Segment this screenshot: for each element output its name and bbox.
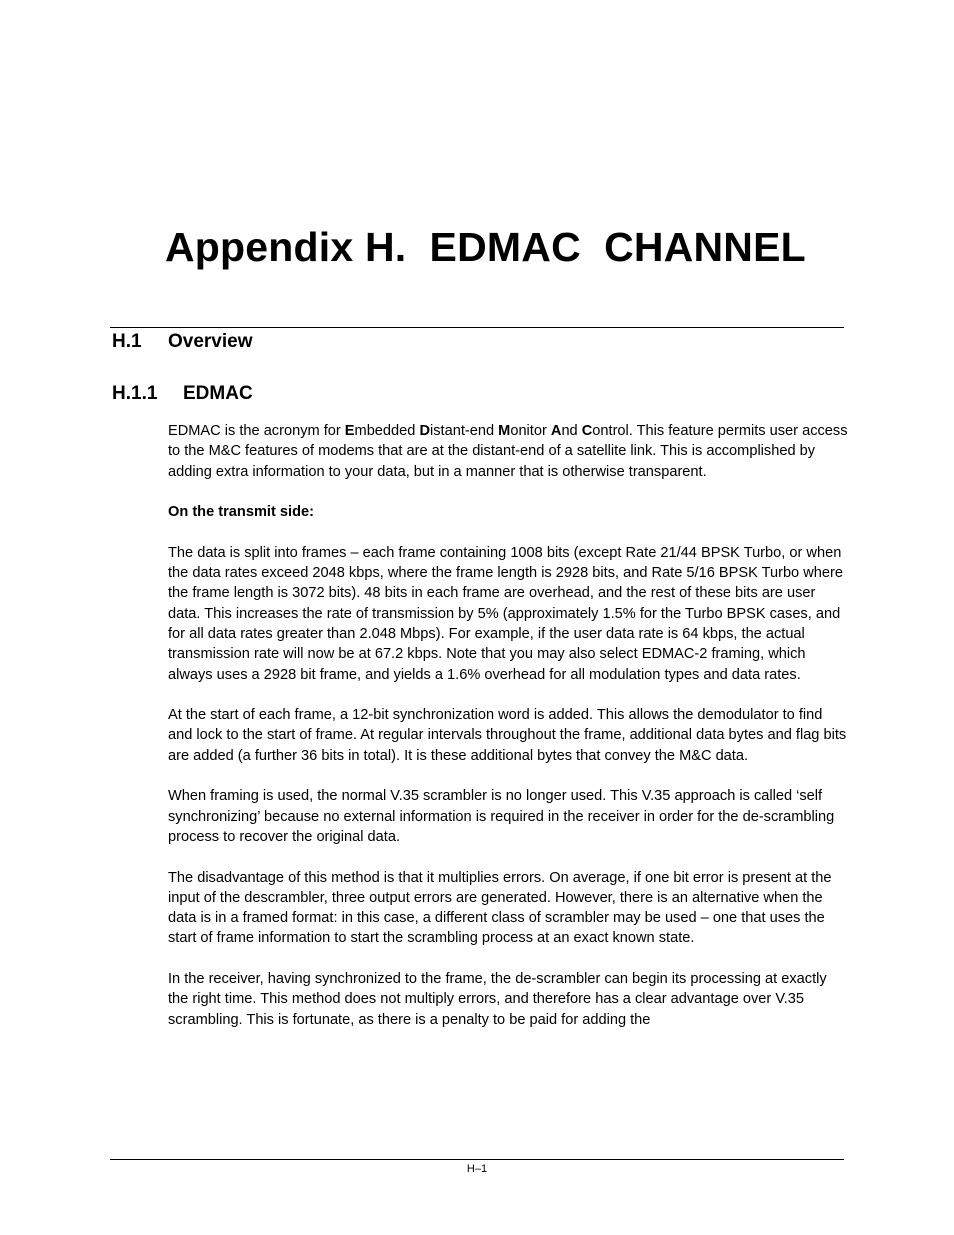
subsection-heading (112, 382, 253, 406)
footer-divider (110, 1159, 844, 1160)
paragraph: At the start of each frame, a 12-bit synchronization word is added. This allows the demodulator to find and lock to the start of frame. At regular intervals throughout the frame, additional data bytes and flag bits are added (a further 36 bits in total). It is these additional bytes that convey the M&C data. (168, 707, 847, 764)
acronym-letter: E (344, 423, 355, 439)
acronym-letter: C (581, 423, 593, 439)
intro-text: onitor (510, 423, 551, 439)
intro-text: nd (561, 423, 582, 439)
paragraph: In the receiver, having synchronized to the frame, the de-scrambler can begin its processing at exactly the right time. This method does not multiply errors, and therefore has a clear advantage over V.35 scrambling. This is fortunate, as there is a penalty to be paid for adding the (168, 971, 827, 1028)
subsection-title: EDMAC (183, 383, 253, 404)
intro-text: EDMAC is the acronym for (168, 423, 345, 439)
section-heading (112, 330, 253, 354)
intro-text: mbedded (354, 423, 420, 439)
acronym-letter: M (498, 423, 511, 439)
intro-paragraph (168, 421, 848, 482)
page-title: Appendix H. EDMAC CHANNEL (165, 224, 806, 270)
paragraph: When framing is used, the normal V.35 scrambler is no longer used. This V.35 approach is called ‘self synchronizing’ because no external information is required in the receiver in order for the de-scrambling process to recover the original data. (168, 788, 835, 845)
subsection-number: H.1.1 (112, 383, 158, 404)
paragraph: The data is split into frames – each frame containing 1008 bits (except Rate 21/44 BPSK Turbo, or when the data rates exceed 2048 kbps, where the frame length is 2928 bits, and Rate 5/16 BPSK Turbo where the frame length is 3072 bits). 48 bits in each frame are overhead, and the rest of these bits are user data. This increases the rate of transmission by 5% (approximately 1.5% for the Turbo BPSK cases, and for all data rates greater than 2.048 Mbps). For example, if the user data rate is 64 kbps, the actual transmission rate will now be at 67.2 kbps. Note that you may also select EDMAC-2 framing, which always uses a 2928 bit frame, and yields a 1.6% overhead for all modulation types and data rates. (168, 544, 843, 683)
page-number: H–1 (466, 1163, 488, 1175)
intro-text: istant-end (430, 423, 499, 439)
intro-text: ontrol. This feature permits user access to the M&C features of modems that are at the distant-end of a satellite link. This is accomplished by adding extra information to your data, but in a manner that is otherwise transparent. (168, 423, 848, 480)
section-divider (110, 327, 844, 328)
section-title: Overview (168, 331, 253, 352)
acronym-letter: D (419, 423, 430, 439)
section-number: H.1 (112, 331, 142, 352)
acronym-letter: A (550, 423, 562, 439)
body-text (168, 421, 848, 1050)
paragraph: The disadvantage of this method is that it multiplies errors. On average, if one bit error is present at the input of the descrambler, three output errors are generated. However, there is an alternative when the data is in a framed format: in this case, a different class of scrambler may be used – one that uses the start of frame information to start the scrambling process at an exact known state. (168, 869, 832, 947)
transmit-side-subhead: On the transmit side: (168, 504, 314, 521)
